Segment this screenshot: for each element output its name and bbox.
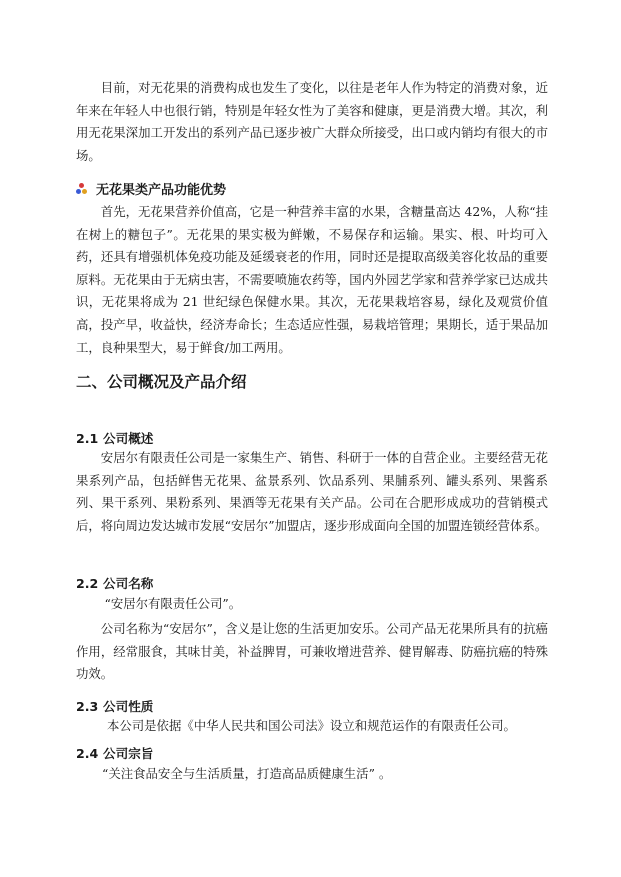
- advantages-paragraph: 首先，无花果营养价值高，它是一种营养丰富的水果，含糖量高达 42%，人称“挂在树上的糖包子”。无花果的果实极为鲜嫩，不易保存和运输。果实、根、叶均可入药，还具有增强机体免疫功能及延缓衰老的作用，同时还是提取高级美容化妆品的重要原料。无花果由于无病虫害，不需要喷施农药等，国内外园艺学家和营养学家已达成共识，无花果将成为 21 世纪绿色保健水果。其次，无花果栽培容易，绿化及观赏价值高，投产早，收益快，经济寿命长；生态适应性强，易栽培管理；果期长，适于果品加工，良种果型大，易于鲜食/加工两用。: [76, 204, 548, 355]
- section-number: 2.1: [76, 431, 99, 446]
- intro-paragraph: 目前，对无花果的消费构成也发生了变化，以往是老年人作为特定的消费对象，近年来在年轻人中也很行销，特别是年轻女性为了美容和健康，更是消费大增。其次，利用无花果深加工开发出的系列产品已逐步被广大群众所接受，出口或内销均有很大的市场。: [76, 80, 548, 163]
- section-number: 2.4: [76, 746, 99, 761]
- bullet-dots-icon: [76, 183, 88, 195]
- section-2-3-heading: [76, 696, 153, 715]
- section-2-title: 二、公司概况及产品介绍: [76, 373, 247, 391]
- company-nature-paragraph: 本公司是依据《中华人民共和国公司法》设立和规范运作的有限责任公司。: [107, 718, 516, 733]
- section-2-1-heading: [76, 428, 153, 447]
- section-title-text: 公司概述: [103, 431, 154, 446]
- section-2-2-heading: [76, 573, 153, 592]
- section-title-text: 公司名称: [103, 576, 154, 591]
- section-2-4-heading: [76, 743, 153, 762]
- company-tenet-paragraph: “关注食品安全与生活质量，打造高品质健康生活” 。: [102, 766, 392, 781]
- advantages-heading-text: 无花果类产品功能优势: [96, 183, 227, 198]
- advantages-heading: [76, 179, 226, 198]
- company-name-paragraph: 公司名称为“安居尔”，含义是让您的生活更加安乐。公司产品无花果所具有的抗癌作用，经常服食，其味甘美，补益脾胃，可兼收增进营养、健胃解毒、防癌抗癌的特殊功效。: [76, 621, 548, 682]
- company-overview-paragraph: 安居尔有限责任公司是一家集生产、销售、科研于一体的自营企业。主要经营无花果系列产品，包括鲜售无花果、盆景系列、饮品系列、果脯系列、罐头系列、果酱系列、果干系列、果粉系列、果酒等无花果有关产品。公司在合肥形成成功的营销模式后，将向周边发达城市发展“安居尔”加盟店，逐步形成面向全国的加盟连锁经营体系。: [76, 450, 548, 533]
- section-title-text: 公司性质: [103, 699, 154, 714]
- company-name-quote: “安居尔有限责任公司”。: [104, 596, 242, 611]
- section-number: 2.3: [76, 699, 99, 714]
- section-title-text: 公司宗旨: [103, 746, 154, 761]
- section-number: 2.2: [76, 576, 99, 591]
